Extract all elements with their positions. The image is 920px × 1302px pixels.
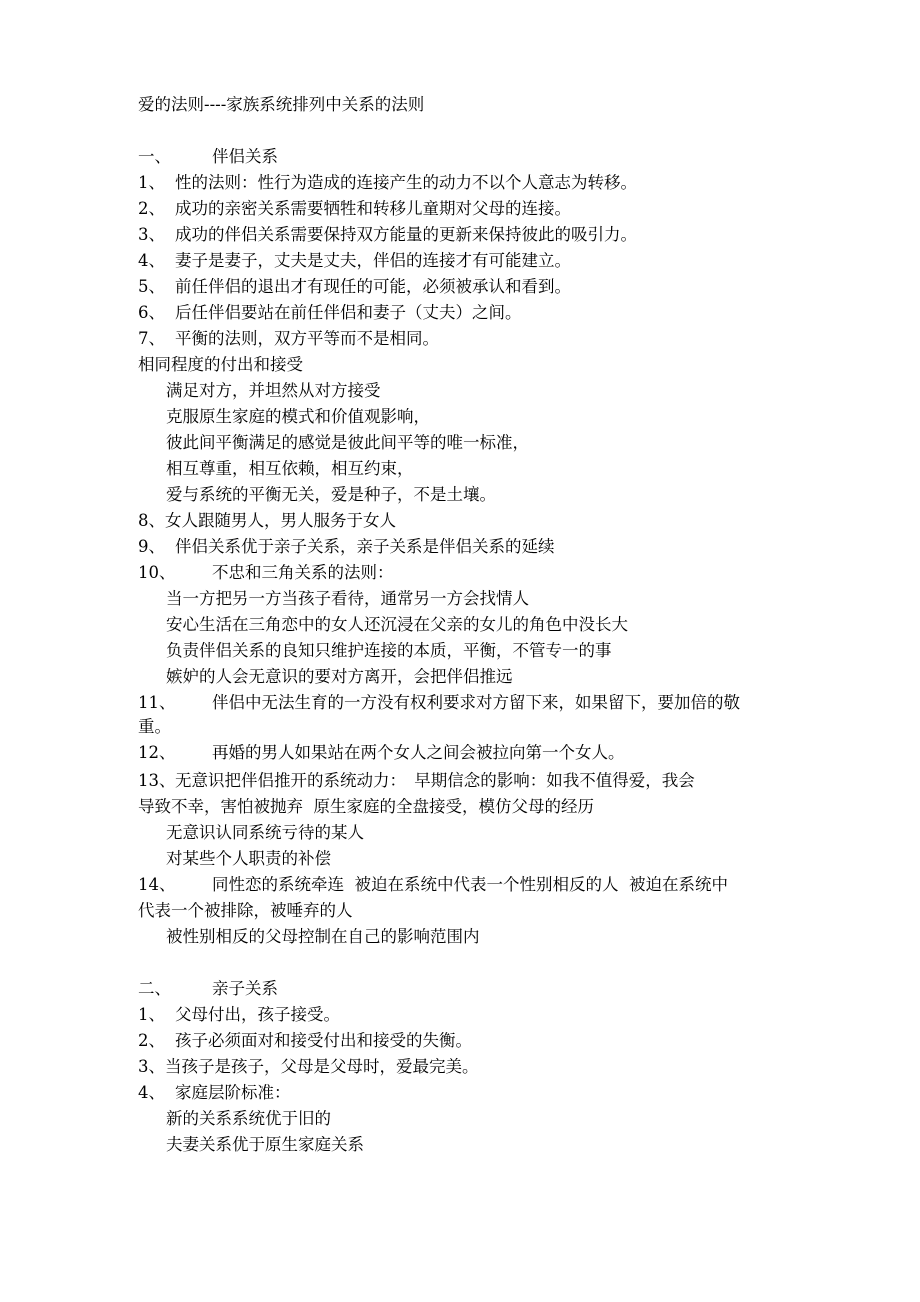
sub-item: 新的关系系统优于旧的 — [166, 1109, 331, 1128]
item-number: 3、 — [138, 225, 165, 244]
list-item — [138, 536, 555, 558]
list-item — [138, 198, 571, 220]
item-text: 家庭层阶标准： — [175, 1083, 291, 1102]
item-text: 后任伴侣要站在前任伴侣和妻子（丈夫）之间。 — [175, 303, 522, 322]
item-text: 同性恋的系统牵连 被迫在系统中代表一个性别相反的人 被迫在系统中 — [212, 875, 728, 894]
item-text: 平衡的法则，双方平等而不是相同。 — [175, 329, 439, 348]
list-item — [138, 1030, 472, 1052]
item-continuation: 代表一个被排除，被唾弃的人 — [138, 901, 353, 920]
item-number: 5、 — [138, 277, 165, 296]
list-item — [138, 692, 740, 714]
item-number: 13、 — [138, 771, 176, 790]
sub-item: 嫉妒的人会无意识的要对方离开，会把伴侣推远 — [166, 667, 513, 686]
list-item — [138, 250, 571, 272]
item-text: 父母付出，孩子接受。 — [175, 1005, 340, 1024]
item-continuation: 相同程度的付出和接受 — [138, 355, 303, 374]
item-number: 7、 — [138, 329, 165, 348]
document-title: 爱的法则----家族系统排列中关系的法则 — [138, 95, 425, 114]
item-number: 1、 — [138, 173, 165, 192]
item-number: 11、 — [138, 693, 176, 712]
item-text: 女人跟随男人，男人服务于女人 — [165, 511, 396, 530]
sub-item: 当一方把另一方当孩子看待，通常另一方会找情人 — [166, 589, 529, 608]
item-number: 2、 — [138, 1031, 165, 1050]
section-number: 一、 — [138, 147, 171, 166]
list-item — [138, 742, 625, 764]
section-number: 二、 — [138, 979, 171, 998]
item-text: 不忠和三角关系的法则： — [212, 563, 394, 582]
sub-item: 爱与系统的平衡无关，爱是种子，不是土壤。 — [166, 485, 496, 504]
item-text: 当孩子是孩子，父母是父母时，爱最完美。 — [165, 1057, 479, 1076]
list-item — [138, 224, 637, 246]
item-number: 2、 — [138, 199, 165, 218]
item-text: 伴侣中无法生育的一方没有权利要求对方留下来，如果留下，要加倍的敬 — [212, 693, 740, 712]
sub-item: 克服原生家庭的模式和价值观影响， — [166, 407, 430, 426]
item-number: 4、 — [138, 1083, 165, 1102]
item-number: 3、 — [138, 1057, 165, 1076]
item-number: 8、 — [138, 511, 165, 530]
sub-item: 满足对方，并坦然从对方接受 — [166, 381, 381, 400]
item-continuation: 导致不幸，害怕被抛弃 原生家庭的全盘接受，模仿父母的经历 — [138, 797, 594, 816]
item-number: 4、 — [138, 251, 165, 270]
list-item — [138, 1056, 479, 1078]
list-item — [138, 172, 637, 194]
item-number: 6、 — [138, 303, 165, 322]
section-title: 亲子关系 — [212, 979, 278, 998]
sub-item: 相互尊重，相互依赖，相互约束， — [166, 459, 414, 478]
item-text: 孩子必须面对和接受付出和接受的失衡。 — [175, 1031, 472, 1050]
sub-item: 对某些个人职责的补偿 — [166, 849, 331, 868]
item-text: 妻子是妻子，丈夫是丈夫，伴侣的连接才有可能建立。 — [175, 251, 571, 270]
list-item — [138, 562, 394, 584]
list-item — [138, 770, 695, 792]
item-number: 14、 — [138, 875, 176, 894]
list-item — [138, 302, 522, 324]
sub-item: 负责伴侣关系的良知只维护连接的本质，平衡，不管专一的事 — [166, 641, 612, 660]
item-text: 无意识把伴侣推开的系统动力： 早期信念的影响：如我不值得爱，我会 — [175, 771, 695, 790]
section-heading-parent-child — [138, 978, 278, 1000]
sub-item: 安心生活在三角恋中的女人还沉浸在父亲的女儿的角色中没长大 — [166, 615, 628, 634]
list-item — [138, 1004, 340, 1026]
item-text: 伴侣关系优于亲子关系，亲子关系是伴侣关系的延续 — [175, 537, 555, 556]
list-item — [138, 328, 439, 350]
sub-item: 夫妻关系优于原生家庭关系 — [166, 1135, 364, 1154]
section-heading-partner — [138, 146, 278, 168]
list-item — [138, 874, 728, 896]
list-item — [138, 276, 571, 298]
item-number: 12、 — [138, 743, 176, 762]
sub-item: 无意识认同系统亏待的某人 — [166, 823, 364, 842]
sub-item: 被性别相反的父母控制在自己的影响范围内 — [166, 927, 480, 946]
section-title: 伴侣关系 — [212, 147, 278, 166]
item-text: 再婚的男人如果站在两个女人之间会被拉向第一个女人。 — [212, 743, 625, 762]
list-item — [138, 1082, 291, 1104]
item-text: 前任伴侣的退出才有现任的可能，必须被承认和看到。 — [175, 277, 571, 296]
item-text: 成功的伴侣关系需要保持双方能量的更新来保持彼此的吸引力。 — [175, 225, 637, 244]
list-item — [138, 510, 396, 532]
item-text: 成功的亲密关系需要牺牲和转移儿童期对父母的连接。 — [175, 199, 571, 218]
item-text: 性的法则：性行为造成的连接产生的动力不以个人意志为转移。 — [175, 173, 637, 192]
item-number: 10、 — [138, 563, 176, 582]
item-number: 9、 — [138, 537, 165, 556]
item-continuation: 重。 — [138, 717, 171, 736]
sub-item: 彼此间平衡满足的感觉是彼此间平等的唯一标准， — [166, 433, 529, 452]
item-number: 1、 — [138, 1005, 165, 1024]
